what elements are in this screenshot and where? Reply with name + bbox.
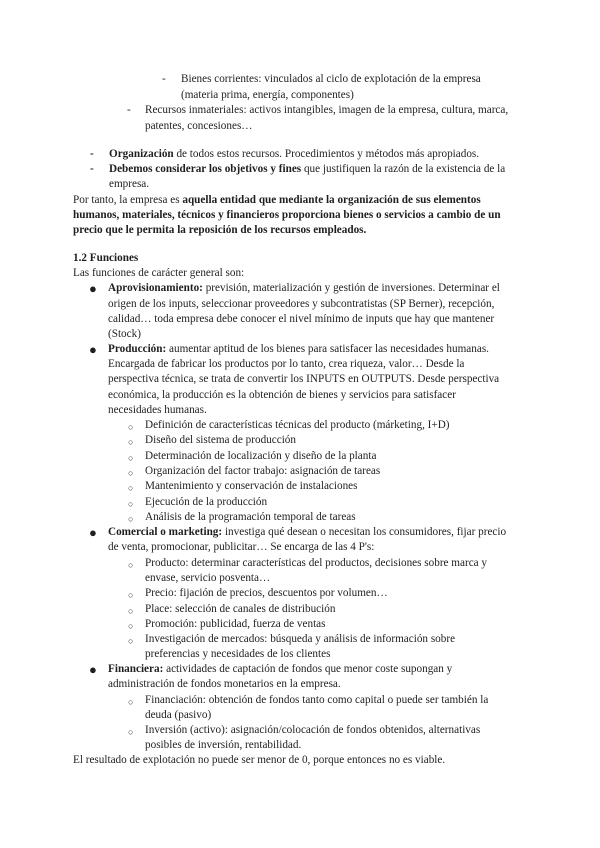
list-item-text — [109, 147, 479, 163]
comercial-item: Producto: determinar características del productos, decisiones sobre marca y — [145, 557, 488, 569]
list-item-text: Recursos inmateriales: activos intangibles, imagen de la empresa, cultura, marca, — [145, 104, 509, 116]
comercial-text: investiga qué desean o necesitan los consumidores, fijar precio — [222, 526, 507, 538]
circle-bullet-icon: ○ — [128, 560, 134, 570]
circle-bullet-icon: ○ — [128, 422, 134, 432]
produccion-item: Definición de características técnicas del producto (márketing, I+D) — [145, 419, 450, 431]
dash-marker: - — [90, 163, 94, 175]
circle-bullet-icon: ○ — [128, 727, 134, 737]
aprovisionamiento-line-4: (Stock) — [108, 328, 141, 340]
list-item-text-continued: patentes, concesiones… — [145, 120, 253, 132]
list-item-text: Bienes corrientes: vinculados al ciclo de explotación de la empresa — [181, 73, 481, 85]
term-organizacion: Organización — [109, 148, 174, 160]
produccion-item: Análisis de la programación temporal de tareas — [145, 511, 356, 523]
comercial-item-continued: envase, servicio posventa… — [145, 572, 271, 584]
circle-bullet-icon: ○ — [128, 468, 134, 478]
circle-bullet-icon: ○ — [128, 606, 134, 616]
conclusion-line-2: humanos, materiales, técnicos y financieros proporciona bienes o servicios a cambio de un — [73, 209, 501, 221]
financiera-text: actividades de captación de fondos que menor coste supongan y — [163, 663, 453, 675]
financiera-item: Financiación: obtención de fondos tanto como capital o puede ser también la — [145, 694, 489, 706]
term-description: de todos estos recursos. Procedimientos y métodos más apropiados. — [173, 148, 480, 160]
dash-marker: - — [90, 148, 94, 160]
circle-bullet-icon: ○ — [128, 437, 134, 447]
financiera-item-continued: posibles de inversión, rentabilidad. — [145, 739, 302, 751]
aprovisionamiento-title: Aprovisionamiento: — [108, 282, 203, 294]
comercial-item: Promoción: publicidad, fuerza de ventas — [145, 618, 326, 630]
produccion-line-2: Encargada de fabricar los productos por lo tanto, crea riqueza, valor… Desde la — [108, 358, 465, 370]
list-item-text-continued: (materia prima, energía, componentes) — [181, 89, 354, 101]
section-intro: Las funciones de carácter general son: — [73, 267, 245, 279]
comercial-item: Precio: fijación de precios, descuentos por volumen… — [145, 587, 388, 599]
financiera-line-1 — [108, 662, 452, 678]
dash-marker: - — [162, 73, 166, 85]
conclusion-line-1 — [73, 193, 481, 209]
circle-bullet-icon: ○ — [128, 590, 134, 600]
aprovisionamiento-line-1 — [108, 281, 500, 297]
bullet-icon: ● — [89, 281, 97, 296]
comercial-line-2: de venta, promocionar, publicitar… Se encarga de las 4 P's: — [108, 541, 375, 553]
term-debemos: Debemos considerar los objetivos y fines — [109, 163, 302, 175]
list-item-text — [109, 162, 505, 178]
produccion-line-4: económica, la producción es la obtención de bienes y servicios para satisfacer — [108, 389, 456, 401]
closing-paragraph: El resultado de explotación no puede ser menor de 0, porque entonces no es viable. — [73, 754, 446, 766]
circle-bullet-icon: ○ — [128, 636, 134, 646]
comercial-item-continued: preferencias y necesidades de los clientes — [145, 648, 331, 660]
circle-bullet-icon: ○ — [128, 453, 134, 463]
term-description: que justifiquen la razón de la existencia de la — [301, 163, 506, 175]
financiera-item-continued: deuda (pasivo) — [145, 709, 212, 721]
circle-bullet-icon: ○ — [128, 483, 134, 493]
produccion-item: Determinación de localización y diseño de la planta — [145, 450, 377, 462]
conclusion-bold: aquella entidad que mediante la organización de sus elementos — [182, 194, 481, 206]
circle-bullet-icon: ○ — [128, 697, 134, 707]
aprovisionamiento-line-2: origen de los inputs, seleccionar proveedores y subcontratistas (SP Berner), recepción, — [108, 298, 495, 310]
produccion-item: Ejecución de la producción — [145, 496, 268, 508]
produccion-title: Producción: — [108, 343, 167, 355]
produccion-line-1 — [108, 342, 489, 358]
produccion-text: aumentar aptitud de los bienes para satisfacer las necesidades humanas. — [166, 343, 489, 355]
bullet-icon: ● — [89, 662, 97, 677]
produccion-line-3: perspectiva técnica, se trata de convertir los INPUTS en OUTPUTS. Desde perspectiva — [108, 373, 500, 385]
aprovisionamiento-line-3: calidad… toda empresa debe conocer el nivel mínimo de inputs que hay que mantener — [108, 313, 495, 325]
comercial-line-1 — [108, 525, 506, 541]
list-item-text-continued: empresa. — [109, 178, 150, 190]
produccion-item: Mantenimiento y conservación de instalaciones — [145, 480, 358, 492]
produccion-item: Diseño del sistema de producción — [145, 434, 296, 446]
bullet-icon: ● — [89, 342, 97, 357]
comercial-item: Investigación de mercados: búsqueda y análisis de información sobre — [145, 633, 456, 645]
comercial-item: Place: selección de canales de distribución — [145, 603, 336, 615]
circle-bullet-icon: ○ — [128, 499, 134, 509]
produccion-item: Organización del factor trabajo: asignación de tareas — [145, 465, 381, 477]
section-heading: 1.2 Funciones — [73, 252, 139, 264]
dash-marker: - — [127, 104, 131, 116]
circle-bullet-icon: ○ — [128, 514, 134, 524]
circle-bullet-icon: ○ — [128, 621, 134, 631]
produccion-line-5: necesidades humanas. — [108, 404, 207, 416]
comercial-title: Comercial o marketing: — [108, 526, 223, 538]
bullet-icon: ● — [89, 525, 97, 540]
conclusion-plain: Por tanto, la empresa es — [73, 194, 183, 206]
conclusion-line-3: precio que le permita la reposición de los recursos empleados. — [73, 224, 367, 236]
financiera-item: Inversión (activo): asignación/colocación de fondos obtenidos, alternativas — [145, 724, 481, 736]
financiera-title: Financiera: — [108, 663, 164, 675]
financiera-line-2: administración de fondos monetarios en la empresa. — [108, 678, 341, 690]
aprovisionamiento-text: previsión, materialización y gestión de inversiones. Determinar el — [202, 282, 500, 294]
